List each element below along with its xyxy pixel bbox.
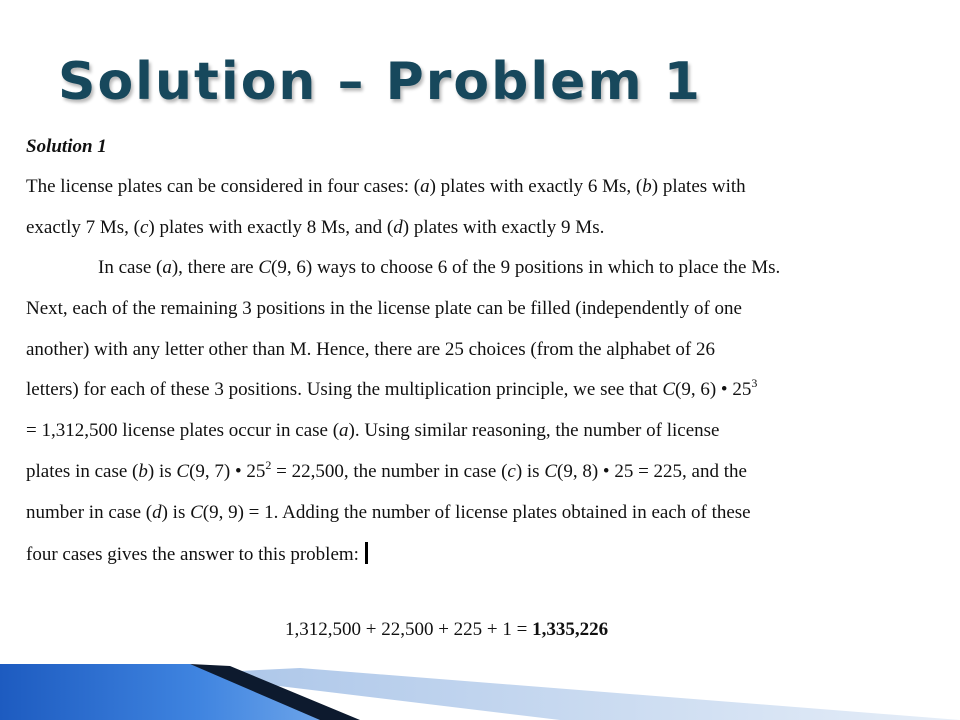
- text: (9, 9) = 1. Adding the number of license plates obtained in each of these: [202, 502, 751, 523]
- text: (9, 7) • 25: [189, 461, 266, 482]
- paragraph-2-line-4: [26, 376, 758, 401]
- paragraph-2-line-6: [26, 458, 747, 483]
- answer-formula: [285, 619, 608, 641]
- paragraph-2-line-2: Next, each of the remaining 3 positions in the license plate can be filled (independently of one: [26, 298, 742, 319]
- exponent: 3: [751, 376, 758, 390]
- text: The license plates can be considered in four cases: (: [26, 176, 421, 197]
- case-label: d: [152, 502, 162, 523]
- text: = 22,500, the number in case (: [271, 461, 508, 482]
- text: (9, 6) • 25: [675, 379, 752, 400]
- paragraph-2-line-8: [26, 542, 368, 566]
- text: ) plates with exactly 8 Ms, and (: [148, 217, 394, 238]
- text: number in case (: [26, 502, 153, 523]
- combination-symbol: C: [190, 502, 203, 523]
- paragraph-2-line-7: [26, 502, 751, 524]
- case-label: b: [642, 176, 652, 197]
- paragraph-2-line-1: [98, 257, 780, 279]
- text: exactly 7 Ms, (: [26, 217, 140, 238]
- formula-expression: 1,312,500 + 22,500 + 225 + 1 =: [285, 619, 533, 640]
- text: ) is: [515, 461, 545, 482]
- decorative-ribbon: [0, 664, 960, 720]
- text: In case (: [98, 257, 163, 278]
- text: four cases gives the answer to this problem:: [26, 544, 359, 565]
- paragraph-2-line-3: another) with any letter other than M. Hence, there are 25 choices (from the alphabet of 26: [26, 339, 716, 360]
- text: = 1,312,500 license plates occur in case (: [26, 420, 340, 441]
- text: ) plates with exactly 6 Ms, (: [429, 176, 643, 197]
- combination-symbol: C: [544, 461, 558, 482]
- case-label: a: [420, 176, 430, 197]
- paragraph-2-line-5: [26, 420, 719, 442]
- exponent: 2: [265, 458, 272, 472]
- case-label: b: [138, 461, 148, 482]
- combination-symbol: C: [662, 379, 676, 400]
- text-cursor: [365, 542, 368, 564]
- text: (9, 8) • 25 = 225, and the: [557, 461, 747, 482]
- case-label: a: [339, 420, 349, 441]
- combination-symbol: C: [176, 461, 190, 482]
- case-label: d: [393, 217, 403, 238]
- paragraph-1-line-2: [26, 217, 604, 239]
- text: ) is: [147, 461, 177, 482]
- case-label: c: [139, 217, 149, 238]
- text: plates in case (: [26, 461, 139, 482]
- text: (9, 6) ways to choose 6 of the 9 positions in which to place the Ms.: [271, 257, 781, 278]
- text: letters) for each of these 3 positions. Using the multiplication principle, we see that: [26, 379, 663, 400]
- text: ). Using similar reasoning, the number of license: [348, 420, 720, 441]
- case-label: c: [507, 461, 516, 482]
- text: ) plates with: [651, 176, 746, 197]
- formula-result: 1,335,226: [532, 619, 609, 640]
- solution-heading: Solution 1: [26, 136, 107, 157]
- text: ) is: [161, 502, 191, 523]
- paragraph-1-line-1: [26, 176, 746, 198]
- text: ) plates with exactly 9 Ms.: [402, 217, 605, 238]
- case-label: a: [162, 257, 172, 278]
- slide-title: Solution – Problem 1: [58, 52, 702, 112]
- combination-symbol: C: [258, 257, 272, 278]
- text: ), there are: [171, 257, 259, 278]
